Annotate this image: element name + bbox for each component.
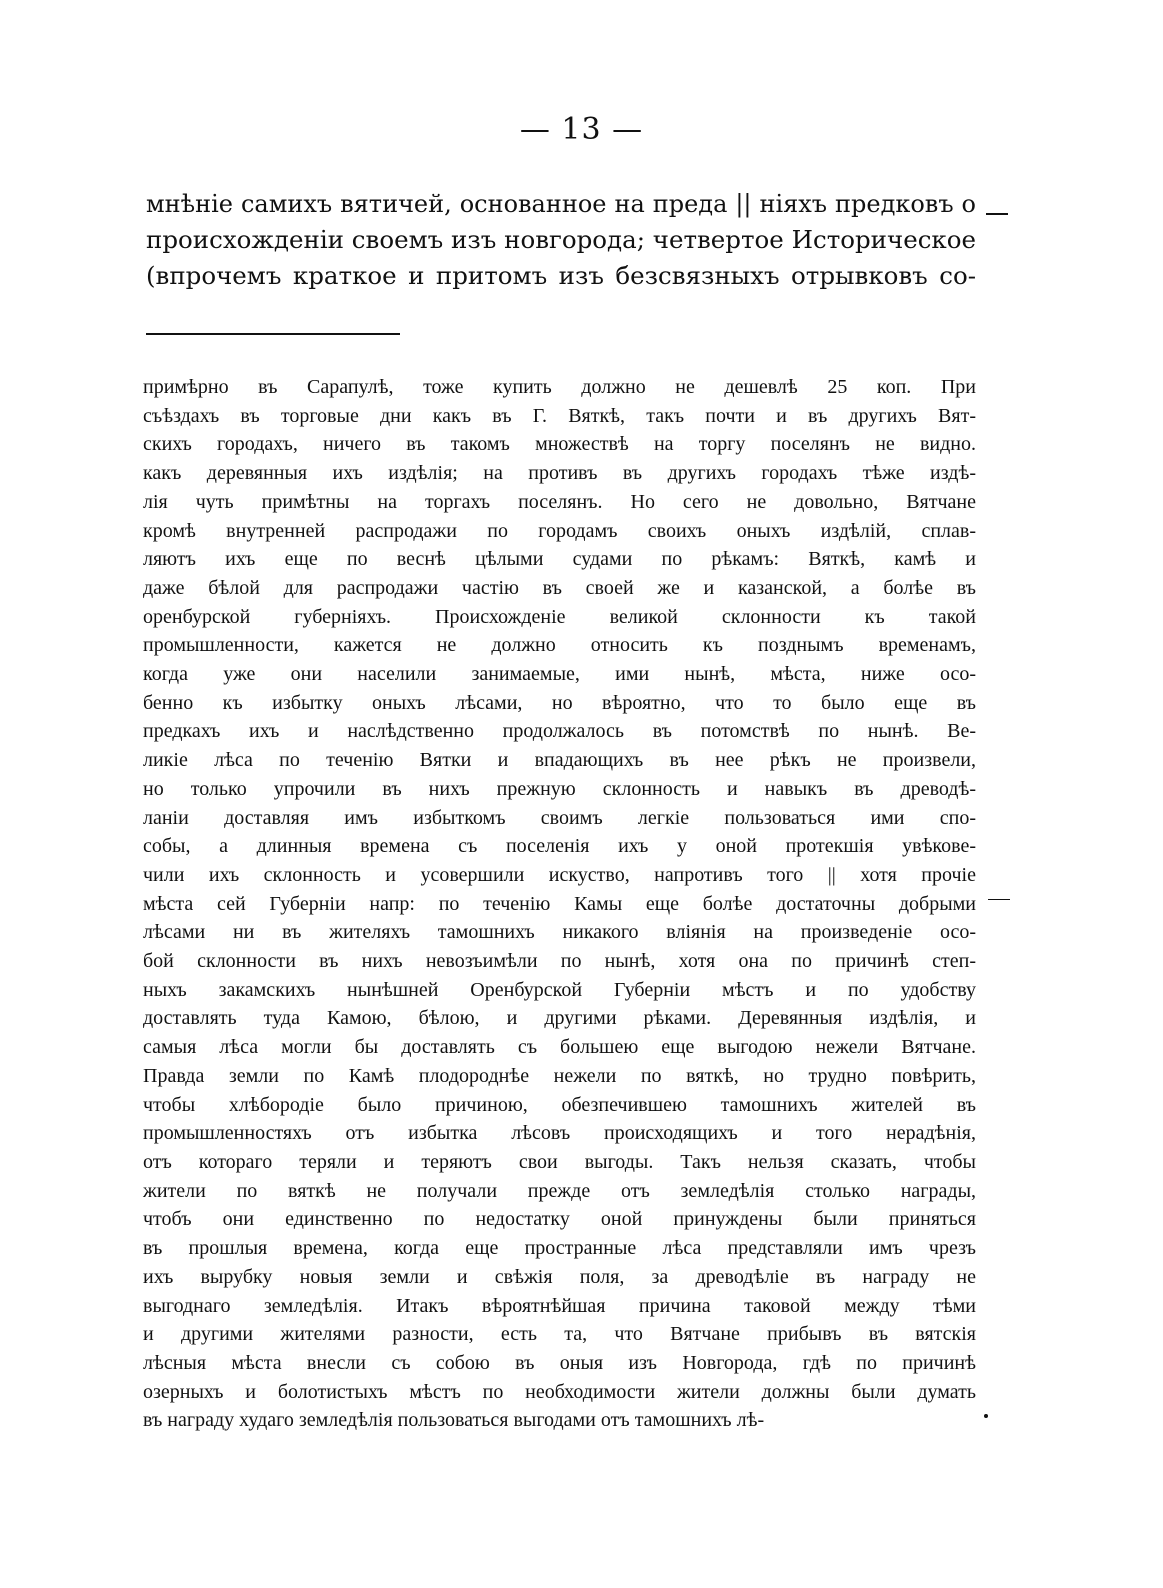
footnote-line: когда уже они населили занимаемые, ими нынѣ, мѣста, ниже осо- [143,663,976,686]
footnote-line: промышленностяхъ отъ избытка лѣсовъ происходящихъ и того нерадѣнія, [143,1122,976,1145]
footnote-line: ихъ вырубку новыя земли и свѣжія поля, за древодѣліе въ награду не [143,1265,976,1288]
footnote-line: собы, а длинныя времена съ поселенія ихъ у оной протекшія увѣкове- [143,835,976,858]
main-text [146,186,976,294]
footnote-line: жители по вяткѣ не получали прежде отъ земледѣлія столько награды, [143,1179,976,1202]
footnote-line: лѣсныя мѣста внесли съ собою въ оныя изъ Новгорода, гдѣ по причинѣ [143,1351,976,1374]
footnote-line: ликіе лѣса по теченію Вятки и впадающихъ въ нее рѣкъ не произвели, [143,749,976,772]
footnote-line: и другими жителями разности, есть та, что Вятчане прибывъ въ вятскія [143,1323,976,1346]
footnote-line: оренбурской губерніяхъ. Происхожденіе великой склонности къ такой [143,605,976,628]
footnote-line: мѣста сей Губерніи напр: по теченію Камы еще болѣе достаточны добрыми [143,892,976,915]
footnote-line: промышленности, кажется не должно относить къ позднымъ временамъ, [143,634,976,657]
footnote-line: бенно къ избытку оныхъ лѣсами, но вѣроятно, что то было еще въ [143,691,976,714]
footnote-line: предкахъ ихъ и наслѣдственно продолжалось въ потомствѣ по нынѣ. Ве- [143,720,976,743]
footnote-line: ляютъ ихъ еще по веснѣ цѣлыми судами по рѣкамъ: Вяткѣ, камѣ и [143,548,976,571]
footnote-line: бой склонности въ нихъ невозъимѣли по нынѣ, хотя она по причинѣ степ- [143,950,976,973]
footnote-line: примѣрно въ Сарапулѣ, тоже купить должно не дешевлѣ 25 коп. При [143,376,976,398]
footnote-line: лія чуть примѣтны на торгахъ поселянъ. Но сего не довольно, Вятчане [143,490,976,513]
footnote-line: скихъ городахъ, ничего въ такомъ множествѣ на торгу поселянъ не видно. [143,433,976,456]
footnote-line: самыя лѣса могли бы доставлять съ большею еще выгодою нежели Вятчане. [143,1036,976,1059]
footnote-text [143,373,976,1435]
main-text-line: происхожденіи своемъ изъ новгорода; четвертое Историческое [146,225,976,254]
footnote-line: ныхъ закамскихъ нынѣшней Оренбурской Губерніи мѣстъ и по удобству [143,978,976,1001]
margin-mark [988,899,1010,900]
footnote-line: чтобы хлѣбородіе было причиною, обезпечившею тамошнихъ жителей въ [143,1093,976,1116]
footnote-line: доставлять туда Камою, бѣлою, и другими рѣками. Деревянныя издѣлія, и [143,1007,976,1030]
footnote-line: въ прошлыя времена, когда еще пространные лѣса представляли имъ чрезъ [143,1237,976,1260]
footnote-line: чили ихъ склонность и усовершили искуство, напротивъ того || хотя прочіе [143,863,976,886]
footnote-line: даже бѣлой для распродажи частію въ своей же и казанской, а болѣе въ [143,576,976,599]
footnote-line: озерныхъ и болотистыхъ мѣстъ по необходимости жители должны были думать [143,1380,976,1403]
footnote-line: съѣздахъ въ торговые дни какъ въ Г. Вяткѣ, такъ почти и въ другихъ Вят- [143,404,976,427]
footnote-line: кромѣ внутренней распродажи по городамъ своихъ оныхъ издѣлій, сплав- [143,519,976,542]
footnote-line: чтобъ они единственно по недостатку оной принуждены были приняться [143,1208,976,1231]
footnote-line: Правда земли по Камѣ плодороднѣе нежели по вяткѣ, но трудно повѣрить, [143,1064,976,1087]
margin-dot [984,1414,988,1418]
main-text-line: (впрочемъ краткое и притомъ изъ безсвязныхъ отрывковъ со- [146,261,976,290]
footnote-line: но только упрочили въ нихъ прежную склонность и навыкъ въ древодѣ- [143,777,976,800]
margin-mark [986,213,1008,215]
page-number: — 13 — [519,112,644,147]
footnote-line: лѣсами ни въ жителяхъ тамошнихъ никакого вліянія на произведеніе осо- [143,921,976,944]
footnote-separator-rule [146,333,400,335]
footnote-line: выгоднаго земледѣлія. Итакъ вѣроятнѣйшая причина таковой между тѣми [143,1294,976,1317]
main-text-line: мнѣніе самихъ вятичей, основанное на преда || ніяхъ предковъ о [146,190,976,218]
footnote-line: въ награду худаго земледѣлія пользоваться выгодами отъ тамошнихъ лѣ- [143,1409,765,1432]
footnote-line: отъ котораго теряли и теряютъ свои выгоды. Такъ нельзя сказать, чтобы [143,1150,976,1173]
footnote-line: ланіи доставляя имъ избыткомъ своимъ легкіе пользоваться ими спо- [143,806,976,829]
footnote-line: какъ деревянныя ихъ издѣлія; на противъ въ другихъ городахъ тѣже издѣ- [143,462,976,485]
